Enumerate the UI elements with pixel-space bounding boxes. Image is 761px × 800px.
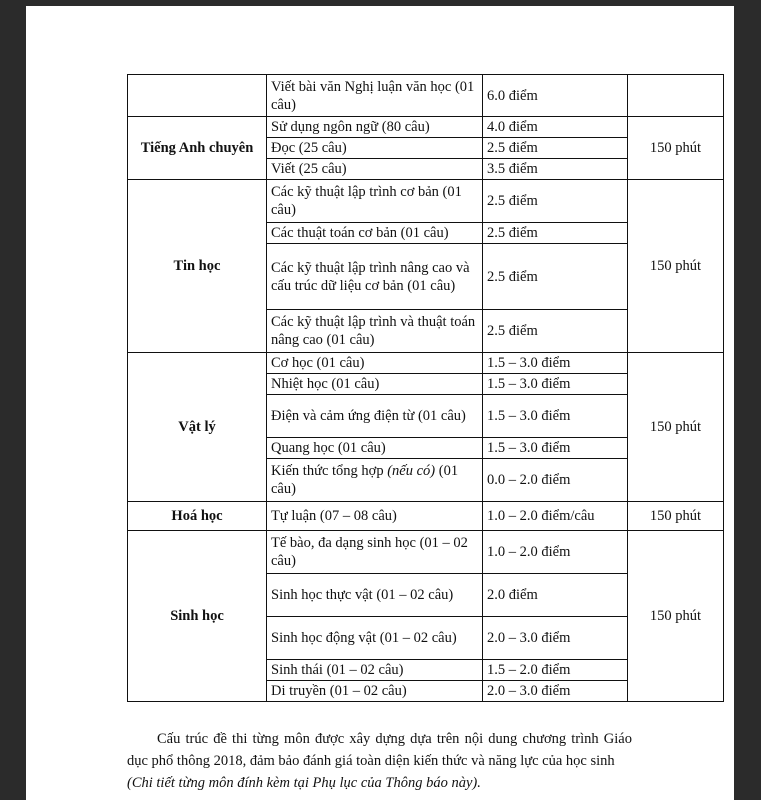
- table-row: [128, 180, 724, 223]
- score-cell: 1.5 – 2.0 điểm: [483, 660, 628, 681]
- subject-cell: [128, 75, 267, 117]
- item-note: (nếu có): [387, 463, 436, 479]
- item-cell: Di truyền (01 – 02 câu): [267, 681, 483, 702]
- paragraph-text: Cấu trúc đề thi từng môn được xây dựng dựa trên nội dung chương trình Giáo dục phổ thông 2018, đảm bảo đánh giá toàn diện kiến thức và năng lực của học sinh: [127, 731, 632, 769]
- score-cell: 3.5 điểm: [483, 159, 628, 180]
- item-cell: [267, 459, 483, 502]
- item-cell: Các kỹ thuật lập trình và thuật toán nâng cao (01 câu): [267, 310, 483, 353]
- score-cell: 2.5 điểm: [483, 223, 628, 244]
- score-cell: 2.0 điểm: [483, 574, 628, 617]
- item-cell: Cơ học (01 câu): [267, 353, 483, 374]
- structure-note-paragraph: [127, 728, 632, 794]
- item-cell: Sinh học thực vật (01 – 02 câu): [267, 574, 483, 617]
- item-cell: Sử dụng ngôn ngữ (80 câu): [267, 117, 483, 138]
- time-cell: 150 phút: [628, 502, 724, 531]
- table-row: [128, 75, 724, 117]
- time-cell: 150 phút: [628, 180, 724, 353]
- item-cell: Nhiệt học (01 câu): [267, 374, 483, 395]
- item-tail: (01 câu): [271, 463, 459, 497]
- item-cell: Sinh học động vật (01 – 02 câu): [267, 617, 483, 660]
- item-cell: Điện và cảm ứng điện từ (01 câu): [267, 395, 483, 438]
- score-cell: 1.0 – 2.0 điểm: [483, 531, 628, 574]
- score-cell: 2.5 điểm: [483, 244, 628, 310]
- time-cell: 150 phút: [628, 353, 724, 502]
- score-cell: 1.5 – 3.0 điểm: [483, 353, 628, 374]
- time-cell: [628, 75, 724, 117]
- paragraph-note: (Chi tiết từng môn đính kèm tại Phụ lục của Thông báo này).: [127, 775, 481, 791]
- table-row: [128, 117, 724, 138]
- score-cell: 1.5 – 3.0 điểm: [483, 438, 628, 459]
- exam-structure-table: [127, 74, 724, 702]
- subject-cell: Tiếng Anh chuyên: [128, 117, 267, 180]
- score-cell: 2.5 điểm: [483, 180, 628, 223]
- time-cell: 150 phút: [628, 531, 724, 702]
- subject-cell: Sinh học: [128, 531, 267, 702]
- item-cell: Tế bào, đa dạng sinh học (01 – 02 câu): [267, 531, 483, 574]
- item-cell: Đọc (25 câu): [267, 138, 483, 159]
- item-cell: Quang học (01 câu): [267, 438, 483, 459]
- subject-cell: Tin học: [128, 180, 267, 353]
- score-cell: 2.5 điểm: [483, 138, 628, 159]
- item-cell: Các thuật toán cơ bản (01 câu): [267, 223, 483, 244]
- table-row: [128, 531, 724, 574]
- score-cell: 1.5 – 3.0 điểm: [483, 395, 628, 438]
- score-cell: 1.5 – 3.0 điểm: [483, 374, 628, 395]
- table-row: [128, 353, 724, 374]
- time-cell: 150 phút: [628, 117, 724, 180]
- table-row: [128, 502, 724, 531]
- score-cell: 1.0 – 2.0 điểm/câu: [483, 502, 628, 531]
- score-cell: 2.0 – 3.0 điểm: [483, 617, 628, 660]
- subject-cell: Vật lý: [128, 353, 267, 502]
- item-text: Kiến thức tổng hợp: [271, 463, 384, 479]
- subject-cell: Hoá học: [128, 502, 267, 531]
- score-cell: 6.0 điểm: [483, 75, 628, 117]
- item-cell: Sinh thái (01 – 02 câu): [267, 660, 483, 681]
- score-cell: 0.0 – 2.0 điểm: [483, 459, 628, 502]
- document-page: [26, 6, 734, 800]
- item-cell: Tự luận (07 – 08 câu): [267, 502, 483, 531]
- score-cell: 2.5 điểm: [483, 310, 628, 353]
- item-cell: Các kỹ thuật lập trình nâng cao và cấu trúc dữ liệu cơ bản (01 câu): [267, 244, 483, 310]
- item-cell: Viết bài văn Nghị luận văn học (01 câu): [267, 75, 483, 117]
- score-cell: 2.0 – 3.0 điểm: [483, 681, 628, 702]
- item-cell: Viết (25 câu): [267, 159, 483, 180]
- item-cell: Các kỹ thuật lập trình cơ bản (01 câu): [267, 180, 483, 223]
- score-cell: 4.0 điểm: [483, 117, 628, 138]
